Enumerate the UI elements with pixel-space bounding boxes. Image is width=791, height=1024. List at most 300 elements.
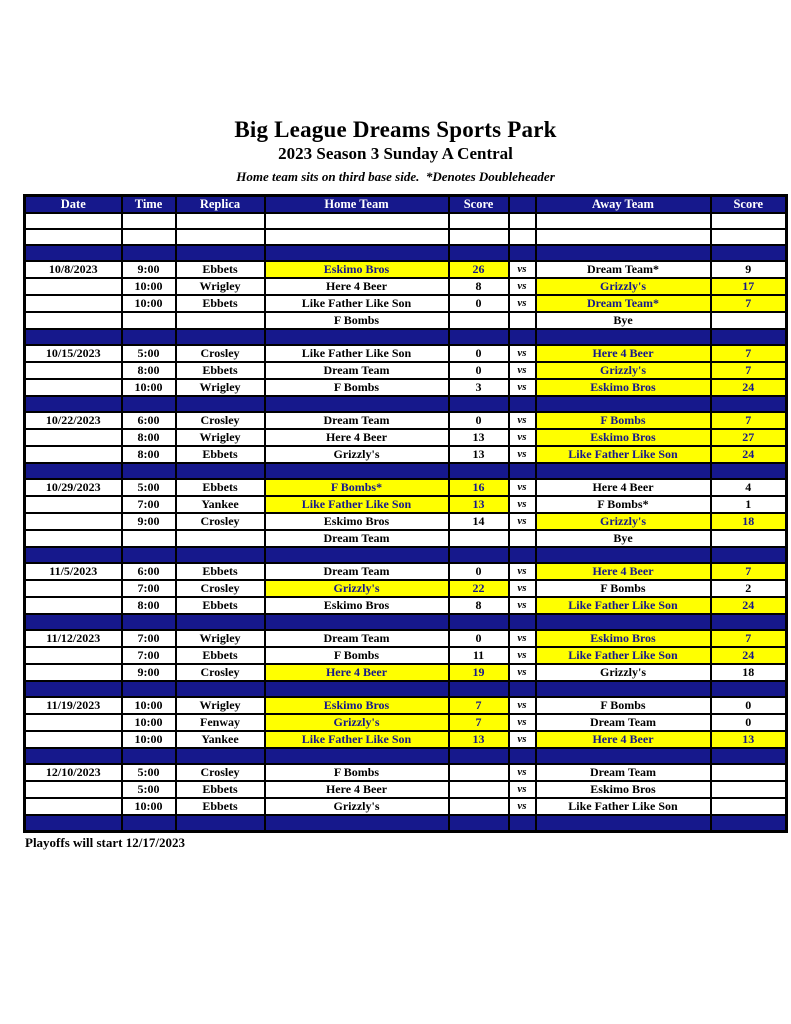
replica-cell: Ebbets — [176, 781, 265, 798]
away-score-cell: 13 — [711, 731, 787, 748]
home-score-cell — [449, 530, 509, 547]
home-score-cell — [449, 213, 509, 229]
time-cell: 7:00 — [122, 496, 176, 513]
time-cell: 5:00 — [122, 764, 176, 781]
away-score-cell — [711, 798, 787, 815]
vs-cell: vs — [509, 630, 536, 647]
away-team-cell — [536, 681, 711, 697]
separator-row — [25, 547, 787, 563]
vs-cell — [509, 547, 536, 563]
home-team-note: Home team sits on third base side. *Denotes Doubleheader — [236, 169, 555, 184]
date-cell — [25, 530, 122, 547]
away-score-cell — [711, 530, 787, 547]
separator-row — [25, 614, 787, 630]
game-row — [25, 278, 787, 295]
away-team-cell: Grizzly's — [536, 278, 711, 295]
time-cell: 9:00 — [122, 261, 176, 278]
replica-cell — [176, 229, 265, 245]
home-team-cell: Here 4 Beer — [265, 429, 449, 446]
date-cell: 10/8/2023 — [25, 261, 122, 278]
away-score-cell — [711, 681, 787, 697]
home-score-cell: 0 — [449, 630, 509, 647]
home-score-cell: 11 — [449, 647, 509, 664]
game-row — [25, 446, 787, 463]
vs-cell — [509, 245, 536, 261]
vs-cell — [509, 213, 536, 229]
replica-cell: Ebbets — [176, 597, 265, 614]
replica-cell: Wrigley — [176, 697, 265, 714]
game-row — [25, 697, 787, 714]
replica-cell — [176, 329, 265, 345]
home-score-cell — [449, 312, 509, 329]
replica-cell: Ebbets — [176, 798, 265, 815]
game-row — [25, 630, 787, 647]
game-row — [25, 362, 787, 379]
vs-cell: vs — [509, 362, 536, 379]
vs-cell: vs — [509, 446, 536, 463]
time-cell — [122, 463, 176, 479]
time-cell: 10:00 — [122, 798, 176, 815]
away-score-cell: 2 — [711, 580, 787, 597]
time-cell: 10:00 — [122, 278, 176, 295]
away-score-cell: 7 — [711, 295, 787, 312]
home-team-cell: Grizzly's — [265, 446, 449, 463]
home-score-cell: 0 — [449, 412, 509, 429]
game-row — [25, 345, 787, 362]
vs-cell: vs — [509, 597, 536, 614]
date-cell — [25, 429, 122, 446]
header-away-team-cell: Away Team — [536, 196, 711, 214]
vs-cell: vs — [509, 479, 536, 496]
bye-row — [25, 530, 787, 547]
home-team-cell — [265, 229, 449, 245]
away-score-cell — [711, 764, 787, 781]
time-cell — [122, 312, 176, 329]
away-team-cell — [536, 815, 711, 831]
vs-cell: vs — [509, 781, 536, 798]
date-cell — [25, 664, 122, 681]
replica-cell: Ebbets — [176, 479, 265, 496]
home-score-cell — [449, 547, 509, 563]
home-score-cell: 22 — [449, 580, 509, 597]
header-replica-cell: Replica — [176, 196, 265, 214]
schedule-table — [23, 194, 788, 833]
date-cell: 11/5/2023 — [25, 563, 122, 580]
home-team-cell: F Bombs* — [265, 479, 449, 496]
date-cell — [25, 229, 122, 245]
replica-cell: Crosley — [176, 580, 265, 597]
home-score-cell: 0 — [449, 362, 509, 379]
date-cell: 12/10/2023 — [25, 764, 122, 781]
title-block — [0, 0, 791, 186]
date-cell — [25, 362, 122, 379]
playoffs-note: Playoffs will start 12/17/2023 — [25, 834, 185, 850]
replica-cell: Wrigley — [176, 379, 265, 396]
time-cell: 6:00 — [122, 563, 176, 580]
home-team-cell: Here 4 Beer — [265, 781, 449, 798]
home-score-cell: 7 — [449, 714, 509, 731]
vs-cell: vs — [509, 563, 536, 580]
away-team-cell: Grizzly's — [536, 362, 711, 379]
away-score-cell — [711, 396, 787, 412]
home-score-cell — [449, 614, 509, 630]
home-score-cell — [449, 329, 509, 345]
home-team-cell — [265, 748, 449, 764]
time-cell — [122, 329, 176, 345]
date-cell — [25, 463, 122, 479]
date-cell — [25, 278, 122, 295]
home-team-cell — [265, 329, 449, 345]
replica-cell: Crosley — [176, 345, 265, 362]
home-team-cell: Like Father Like Son — [265, 295, 449, 312]
home-score-cell — [449, 229, 509, 245]
game-row — [25, 714, 787, 731]
date-cell — [25, 681, 122, 697]
spacer-row — [25, 229, 787, 245]
time-cell — [122, 245, 176, 261]
away-team-cell: Bye — [536, 530, 711, 547]
replica-cell: Crosley — [176, 513, 265, 530]
game-row — [25, 597, 787, 614]
away-score-cell: 17 — [711, 278, 787, 295]
separator-row — [25, 463, 787, 479]
home-score-cell — [449, 396, 509, 412]
vs-cell — [509, 463, 536, 479]
replica-cell: Crosley — [176, 764, 265, 781]
home-team-cell — [265, 463, 449, 479]
away-score-cell: 24 — [711, 647, 787, 664]
time-cell: 8:00 — [122, 446, 176, 463]
time-cell — [122, 213, 176, 229]
away-score-cell — [711, 815, 787, 831]
vs-cell: vs — [509, 580, 536, 597]
date-cell: 11/12/2023 — [25, 630, 122, 647]
home-team-cell — [265, 681, 449, 697]
home-score-cell — [449, 798, 509, 815]
game-row — [25, 798, 787, 815]
away-score-cell — [711, 229, 787, 245]
separator-row — [25, 396, 787, 412]
vs-cell — [509, 229, 536, 245]
home-team-cell: Dream Team — [265, 630, 449, 647]
page-subtitle: 2023 Season 3 Sunday A Central — [278, 144, 513, 163]
page-title: Big League Dreams Sports Park — [234, 117, 557, 142]
away-team-cell: Grizzly's — [536, 664, 711, 681]
replica-cell — [176, 530, 265, 547]
date-cell: 11/19/2023 — [25, 697, 122, 714]
home-team-cell — [265, 396, 449, 412]
game-row — [25, 513, 787, 530]
home-team-cell: Dream Team — [265, 412, 449, 429]
game-row — [25, 496, 787, 513]
time-cell: 7:00 — [122, 647, 176, 664]
replica-cell — [176, 312, 265, 329]
away-team-cell — [536, 396, 711, 412]
home-team-cell: Grizzly's — [265, 798, 449, 815]
date-cell — [25, 312, 122, 329]
time-cell — [122, 530, 176, 547]
date-cell — [25, 496, 122, 513]
replica-cell: Wrigley — [176, 630, 265, 647]
vs-cell — [509, 748, 536, 764]
separator-row — [25, 245, 787, 261]
replica-cell: Crosley — [176, 664, 265, 681]
away-score-cell: 24 — [711, 446, 787, 463]
time-cell: 5:00 — [122, 345, 176, 362]
home-team-cell — [265, 815, 449, 831]
time-cell — [122, 748, 176, 764]
replica-cell — [176, 547, 265, 563]
vs-cell: vs — [509, 513, 536, 530]
time-cell — [122, 681, 176, 697]
home-score-cell: 0 — [449, 345, 509, 362]
home-team-cell: Eskimo Bros — [265, 597, 449, 614]
date-cell: 10/15/2023 — [25, 345, 122, 362]
vs-cell: vs — [509, 379, 536, 396]
home-score-cell: 7 — [449, 697, 509, 714]
home-score-cell — [449, 815, 509, 831]
home-score-cell: 3 — [449, 379, 509, 396]
home-team-cell — [265, 547, 449, 563]
away-team-cell: Like Father Like Son — [536, 798, 711, 815]
home-team-cell: Like Father Like Son — [265, 345, 449, 362]
date-cell — [25, 379, 122, 396]
vs-cell: vs — [509, 647, 536, 664]
time-cell: 8:00 — [122, 597, 176, 614]
date-cell — [25, 245, 122, 261]
header-home-team-cell: Home Team — [265, 196, 449, 214]
separator-row — [25, 748, 787, 764]
away-team-cell: Bye — [536, 312, 711, 329]
home-team-cell: Eskimo Bros — [265, 261, 449, 278]
replica-cell: Fenway — [176, 714, 265, 731]
away-team-cell — [536, 614, 711, 630]
away-team-cell — [536, 748, 711, 764]
away-score-cell: 24 — [711, 379, 787, 396]
date-cell — [25, 731, 122, 748]
away-score-cell: 27 — [711, 429, 787, 446]
away-team-cell: Dream Team — [536, 764, 711, 781]
away-score-cell: 1 — [711, 496, 787, 513]
away-team-cell: Like Father Like Son — [536, 647, 711, 664]
separator-row — [25, 329, 787, 345]
away-score-cell — [711, 213, 787, 229]
date-cell — [25, 748, 122, 764]
date-cell: 10/22/2023 — [25, 412, 122, 429]
vs-cell: vs — [509, 798, 536, 815]
header-time-cell: Time — [122, 196, 176, 214]
vs-cell: vs — [509, 764, 536, 781]
away-team-cell: Here 4 Beer — [536, 345, 711, 362]
home-team-cell: Dream Team — [265, 362, 449, 379]
home-score-cell: 19 — [449, 664, 509, 681]
away-team-cell: Eskimo Bros — [536, 781, 711, 798]
time-cell: 6:00 — [122, 412, 176, 429]
header-away-score-cell: Score — [711, 196, 787, 214]
date-cell — [25, 714, 122, 731]
replica-cell — [176, 463, 265, 479]
table-body — [25, 213, 787, 831]
away-score-cell: 0 — [711, 697, 787, 714]
vs-cell: vs — [509, 345, 536, 362]
time-cell: 8:00 — [122, 429, 176, 446]
away-team-cell: Dream Team* — [536, 261, 711, 278]
replica-cell — [176, 396, 265, 412]
time-cell: 5:00 — [122, 479, 176, 496]
away-score-cell — [711, 329, 787, 345]
header-vs-cell — [509, 196, 536, 214]
away-team-cell: Dream Team — [536, 714, 711, 731]
time-cell: 8:00 — [122, 362, 176, 379]
away-score-cell — [711, 781, 787, 798]
time-cell: 9:00 — [122, 513, 176, 530]
away-score-cell: 7 — [711, 362, 787, 379]
home-score-cell: 13 — [449, 429, 509, 446]
replica-cell: Ebbets — [176, 446, 265, 463]
home-score-cell: 14 — [449, 513, 509, 530]
game-row — [25, 429, 787, 446]
header-home-score-cell: Score — [449, 196, 509, 214]
vs-cell: vs — [509, 697, 536, 714]
time-cell — [122, 614, 176, 630]
vs-cell: vs — [509, 429, 536, 446]
game-row — [25, 647, 787, 664]
away-team-cell: Like Father Like Son — [536, 446, 711, 463]
vs-cell: vs — [509, 731, 536, 748]
home-team-cell: Like Father Like Son — [265, 496, 449, 513]
replica-cell: Ebbets — [176, 295, 265, 312]
home-team-cell: Eskimo Bros — [265, 697, 449, 714]
vs-cell — [509, 530, 536, 547]
vs-cell: vs — [509, 664, 536, 681]
home-team-cell: Here 4 Beer — [265, 664, 449, 681]
away-team-cell — [536, 245, 711, 261]
replica-cell: Ebbets — [176, 261, 265, 278]
time-cell: 10:00 — [122, 714, 176, 731]
away-score-cell: 18 — [711, 513, 787, 530]
away-team-cell — [536, 329, 711, 345]
replica-cell — [176, 815, 265, 831]
game-row — [25, 379, 787, 396]
replica-cell: Yankee — [176, 731, 265, 748]
vs-cell: vs — [509, 278, 536, 295]
vs-cell: vs — [509, 261, 536, 278]
away-score-cell — [711, 245, 787, 261]
vs-cell — [509, 396, 536, 412]
time-cell — [122, 396, 176, 412]
home-score-cell: 13 — [449, 496, 509, 513]
game-row — [25, 781, 787, 798]
game-row — [25, 412, 787, 429]
date-cell — [25, 781, 122, 798]
time-cell: 9:00 — [122, 664, 176, 681]
date-cell — [25, 213, 122, 229]
time-cell: 10:00 — [122, 379, 176, 396]
home-score-cell: 26 — [449, 261, 509, 278]
vs-cell — [509, 614, 536, 630]
home-score-cell — [449, 781, 509, 798]
game-row — [25, 580, 787, 597]
header-date-cell: Date — [25, 196, 122, 214]
home-team-cell: Dream Team — [265, 563, 449, 580]
away-team-cell — [536, 213, 711, 229]
vs-cell: vs — [509, 412, 536, 429]
away-team-cell: Here 4 Beer — [536, 563, 711, 580]
home-score-cell — [449, 681, 509, 697]
table-header — [25, 196, 787, 214]
replica-cell: Yankee — [176, 496, 265, 513]
away-team-cell: Grizzly's — [536, 513, 711, 530]
away-team-cell: Eskimo Bros — [536, 379, 711, 396]
home-team-cell — [265, 245, 449, 261]
replica-cell: Crosley — [176, 412, 265, 429]
away-team-cell: Eskimo Bros — [536, 429, 711, 446]
date-cell — [25, 513, 122, 530]
date-cell — [25, 396, 122, 412]
time-cell — [122, 229, 176, 245]
time-cell — [122, 815, 176, 831]
date-cell — [25, 614, 122, 630]
away-team-cell: Here 4 Beer — [536, 731, 711, 748]
home-team-cell: Here 4 Beer — [265, 278, 449, 295]
home-score-cell — [449, 245, 509, 261]
away-score-cell: 9 — [711, 261, 787, 278]
home-score-cell — [449, 463, 509, 479]
away-team-cell — [536, 547, 711, 563]
game-row — [25, 479, 787, 496]
home-score-cell — [449, 748, 509, 764]
home-score-cell: 8 — [449, 597, 509, 614]
separator-row — [25, 815, 787, 831]
vs-cell — [509, 329, 536, 345]
date-cell — [25, 295, 122, 312]
bye-row — [25, 312, 787, 329]
spacer-row — [25, 213, 787, 229]
game-row — [25, 295, 787, 312]
away-team-cell: Here 4 Beer — [536, 479, 711, 496]
vs-cell: vs — [509, 295, 536, 312]
home-score-cell: 13 — [449, 731, 509, 748]
time-cell: 7:00 — [122, 580, 176, 597]
date-cell — [25, 580, 122, 597]
home-team-cell: F Bombs — [265, 764, 449, 781]
away-team-cell: Dream Team* — [536, 295, 711, 312]
replica-cell: Ebbets — [176, 563, 265, 580]
away-score-cell: 7 — [711, 563, 787, 580]
date-cell — [25, 446, 122, 463]
date-cell — [25, 798, 122, 815]
vs-cell — [509, 815, 536, 831]
header-row — [25, 196, 787, 214]
home-team-cell: Grizzly's — [265, 714, 449, 731]
separator-row — [25, 681, 787, 697]
away-score-cell — [711, 748, 787, 764]
away-team-cell: Eskimo Bros — [536, 630, 711, 647]
replica-cell — [176, 681, 265, 697]
away-score-cell: 7 — [711, 345, 787, 362]
away-score-cell — [711, 614, 787, 630]
home-score-cell — [449, 764, 509, 781]
home-score-cell: 8 — [449, 278, 509, 295]
home-team-cell: F Bombs — [265, 647, 449, 664]
replica-cell: Wrigley — [176, 429, 265, 446]
home-score-cell: 0 — [449, 563, 509, 580]
game-row — [25, 764, 787, 781]
home-team-cell: F Bombs — [265, 312, 449, 329]
replica-cell — [176, 245, 265, 261]
away-score-cell — [711, 547, 787, 563]
replica-cell: Ebbets — [176, 647, 265, 664]
